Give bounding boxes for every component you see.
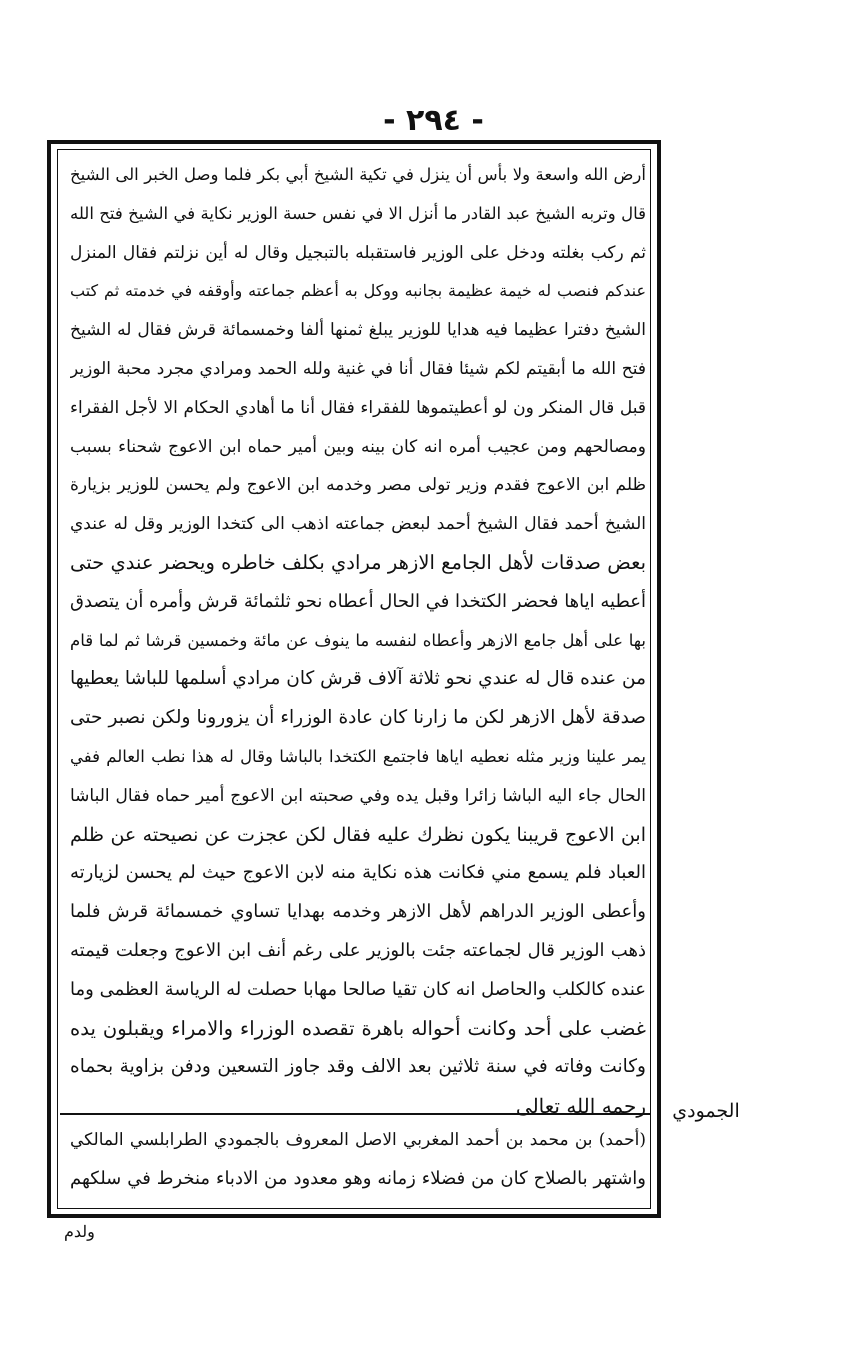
text-line: ومصالحهم ومن عجيب أمره انه كان بينه وبين أمير حماه ابن الاعوج شحناء بسبب [70,436,646,457]
text-line: غضب على أحد وكانت أحواله باهرة تقصده الوزراء والامراء ويقبلون يده [70,1016,646,1040]
main-text-block [70,156,646,1126]
text-line: يمر علينا وزير مثله نعطيه اياها فاجتمع الكتخدا بالباشا وقال له هذا نطب العالم ففي [70,746,646,766]
text-line: بها على أهل جامع الازهر وأعطاه لنفسه ما ينوف عن مائة وخمسين قرشا ثم لما قام [70,630,646,650]
text-line: فتح الله ما أبقيتم لكم شيئا فقال أنا في غنية ولله الحمد ومرادي مجرد محبة الوزير [70,358,646,379]
text-line: بعض صدقات لأهل الجامع الازهر مرادي بكلف خاطره ويحضر عندي حتى [70,550,646,574]
text-line: قبل قال المنكر ون لو أعطيتموها للفقراء فقال أنا ما أهادي الحكام الا لأجل الفقراء [70,397,646,418]
text-line: أرض الله واسعة ولا بأس أن ينزل في تكية الشيخ أبي بكر فلما وصل الخبر الى الشيخ [70,165,646,184]
bio-line: (أحمد) بن محمد بن أحمد المغربي الاصل المعروف بالجمودي الطرابلسي المالكي [70,1130,646,1150]
text-line: رحمه الله تعالى [515,1094,646,1119]
margin-note: الجمودي [672,1100,740,1122]
bio-line: واشتهر بالصلاح كان من فضلاء زمانه وهو معدود من الادباء منخرط في سلكهم [70,1167,646,1189]
text-line: وأعطى الوزير الدراهم لأهل الازهر وخدمه بهدايا تساوي خمسمائة قرش فلما [70,901,646,923]
text-line: الشيخ دفترا عظيما فيه هدايا للوزير يبلغ ثمنها ألفا وخمسمائة قرش فقال له الشيخ [70,320,646,341]
text-line: ظلم ابن الاعوج فقدم وزير تولى مصر وخدمه ابن الاعوج ولم يحسن للوزير بزيارة [70,475,646,496]
section-divider [60,1113,650,1115]
text-line: أعطيه اياها فحضر الكتخدا في الحال أعطاه نحو ثلثمائة قرش وأمره أن يتصدق [70,590,646,612]
text-line: قال وتربه الشيخ عبد القادر ما أنزل الا في نفس حسة الوزير نكاية في الشيخ فتح الله [70,203,646,223]
text-line: ثم ركب بغلته ودخل على الوزير فاستقبله بالتبجيل وقال له أين نزلتم فقال المنزل [70,242,646,263]
text-line: الشيخ أحمد فقال الشيخ أحمد لبعض جماعته اذهب الى كتخدا الوزير وقل له عندي [70,514,646,535]
text-line: عندكم فنصب له خيمة عظيمة بجانبه ووكل به أعظم جماعته وأوقفه في خدمته ثم كتب [70,281,646,301]
text-line: ذهب الوزير قال لجماعته جئت بالوزير على رغم أنف ابن الاعوج وجعلت قيمته [70,939,646,961]
text-line: عنده كالكلب والحاصل انه كان تقيا صالحا مهابا حصلت له الرياسة العظمى وما [70,978,646,1000]
biography-entry [70,1121,646,1199]
text-line: ابن الاعوج قريبنا يكون نظرك عليه فقال لكن عجزت عن نصيحته عن ظلم [70,823,646,846]
page-number: - ٢٩٤ - [383,103,484,138]
text-line: الحال جاء اليه الباشا زائرا وقبل يده وفي صحبته ابن الاعوج أمير حماه فقال الباشا [70,785,646,806]
text-line: العباد فلم يسمع مني فكانت هذه نكاية منه لابن الاعوج حيث لم يحسن لزيارته [70,862,646,884]
printer-signature: ولدم [64,1222,95,1241]
text-line: من عنده قال له عندي نحو ثلاثة آلاف قرش كان مرادي أسلمها للباشا يعطيها [70,668,646,690]
text-line: وكانت وفاته في سنة ثلاثين بعد الالف وقد جاوز التسعين ودفن بزاوية بحماه [70,1056,646,1078]
text-line: صدقة لأهل الازهر لكن ما زارنا كان عادة الوزراء أن يزورونا ولكن نصبر حتى [70,707,646,729]
